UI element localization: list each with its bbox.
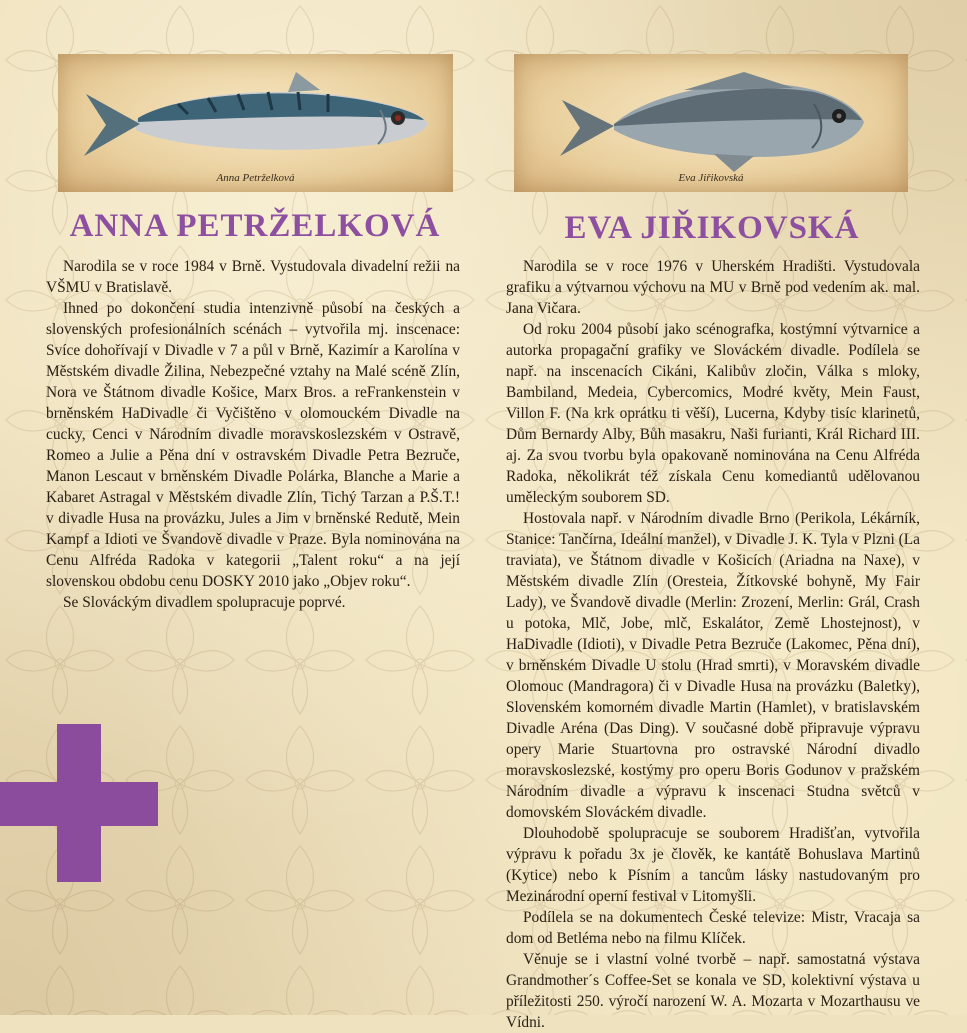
bio-column-left (46, 256, 460, 613)
bio-paragraph: Hostovala např. v Národním divadle Brno (Perikola, Lékárník, Stanice: Tančírna, Ideální manžel), v Divadle J. K. Tyla v Plzni (La traviata), ve Štátnom divadle v Košicích (Ariadna na Naxe), v Městském divadle Zlín (Oresteia, Žítkovské bohyně, My Fair Lady), ve Švandově divadle (Merlin: Zrození, Merlin: Grál, Crash u potoka, Mlč, Jobe, mlč, Eskalátor, Země Lhostejnost), v HaDivadle (Idioti), v Divadle Petra Bezruče (Lakomec, Pěna dní), v brněnském Divadle U stolu (Hrad smrti), v Moravském divadle Olomouc (Mandragora) či v Divadle Husa na provázku (Baletky), Slovenském komorném divadle Martin (Hamlet), v bratislavském Divadle Aréna (Das Ding). V současné době připravuje výpravu opery Marie Stuartovna pro ostravské Národní divadlo moravskoslezské, kostýmy pro operu Boris Godunov v pražském Národním divadle a výpravu k inscenaci Studna světců v domovském Slováckém divadle. (506, 510, 920, 821)
purple-plus-cross-horizontal (0, 782, 158, 826)
bio-paragraph: Narodila se v roce 1984 v Brně. Vystudovala divadelní režii na VŠMU v Bratislavě. (46, 258, 460, 296)
bio-paragraph: Ihned po dokončení studia intenzivně působí na českých a slovenských profesionálních scénách – vytvořila mj. inscenace: Svíce dohořívají v Divadle v 7 a půl v Brně, Kazimír a Karolína v Městském divadle Žilina, Nebezpečné vztahy na Malé scéně Zlín, Nora ve Štátnom divadle Košice, Marx Bros. a reFrankenstein v brněnském HaDivadle či Vyčištěno v olomouckém Divadle na cucky, Cenci v Národním divadle moravskoslezském v Ostravě, Romeo a Julie a Pěna dní v ostravském Divadle Petra Bezruče, Manon Lescaut v brněnském Divadle Polárka, Blanche a Marie a Kabaret Astragal v Městském divadle Zlín, Tichý Tarzan a P.Š.T.! v divadle Husa na provázku, Jules a Jim v brněnské Redutě, Mein Kampf a Idioti ve Švandově divadle v Praze. Byla nominována na Cenu Alfréda Radoka v kategorii „Talent roku“ a na její slovenskou obdobu cenu DOSKY 2010 jako „Objev roku“. (46, 300, 460, 590)
photo-caption-right: Eva Jiřikovská (678, 172, 744, 184)
bio-paragraph: Věnuje se i vlastní volné tvorbě – např. samostatná výstava Grandmother´s Coffee-Set se konala ve SD, kolektivní výstava u příležitosti 250. výročí narození W. A. Mozarta v Mozarthausu ve Vídni. (506, 951, 920, 1031)
fish-photo-right (514, 54, 908, 192)
bio-paragraph: Od roku 2004 působí jako scénografka, kostýmní výtvarnice a autorka propagační grafiky ve Slováckém divadle. Podílela se např. na inscenacích Cikáni, Kalibův zločin, Válka s mloky, Bambiland, Medeia, Cybercomics, Modré květy, Mein Faust, Villon F. (Na krk oprátku ti věší), Lucerna, Kdyby tisíc klarinetů, Dům Bernardy Alby, Bůh masakru, Naši furianti, Král Richard III. aj. Za svou tvorbu byla opakovaně nominována na Cenu Alfréda Radoka, několikrát též získala Cenu komediantů udělovanou uměleckým souborem SD. (506, 321, 920, 506)
page-title-right: EVA JIŘIKOVSKÁ (564, 210, 860, 246)
page-title-left: ANNA PETRŽELKOVÁ (69, 208, 441, 244)
bio-paragraph: Se Slováckým divadlem spolupracuje poprvé. (63, 594, 346, 611)
bio-paragraph: Dlouhodobě spolupracuje se souborem Hradišťan, vytvořila výpravu k pořadu 3x je člověk, ke kantátě Bohuslava Martinů (Kytice) nebo k Písním a tancům lásky nastudovaným pro Mezinárodní operní festival v Litomyšli. (506, 825, 920, 905)
fish-photo-left (58, 54, 453, 192)
bio-paragraph: Narodila se v roce 1976 v Uherském Hradišti. Vystudovala grafiku a výtvarnou výchovu na MU v Brně pod vedením ak. mal. Jana Vičara. (506, 258, 920, 317)
photo-caption-left: Anna Petrželková (216, 172, 295, 184)
bio-column-right (506, 256, 920, 1033)
bio-paragraph: Podílela se na dokumentech České televize: Mistr, Vracaja sa dom od Betléma nebo na filmu Klíček. (506, 909, 920, 947)
